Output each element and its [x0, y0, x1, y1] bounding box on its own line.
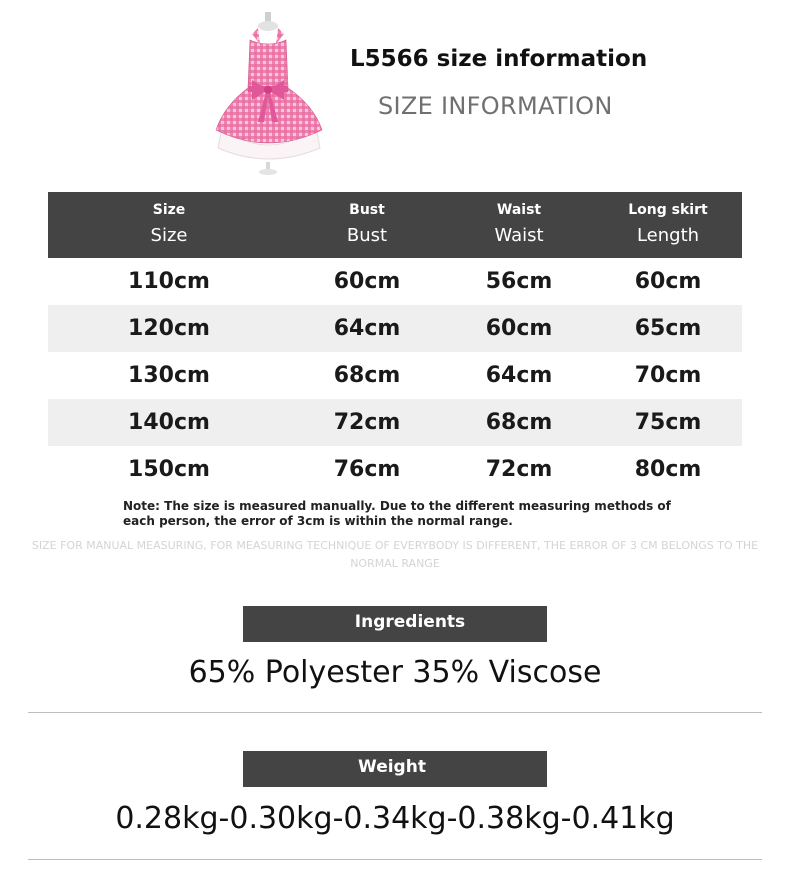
cell-bust: 68cm [333, 363, 401, 388]
cell-bust: 76cm [333, 457, 401, 482]
table-row [48, 352, 742, 399]
header-label-secondary: Bust [346, 225, 388, 246]
ingredients-label-bar [243, 606, 547, 642]
header-bust [290, 192, 444, 258]
measurement-note-faint: SIZE FOR MANUAL MEASURING, FOR MEASURING TECHNIQUE OF EVERYBODY IS DIFFERENT, THE ERROR OF 3 CM BELONGS TO THE NORMAL RANGE [31, 539, 759, 570]
cell-length: 60cm [634, 269, 702, 294]
header-label: Long skirt [628, 202, 708, 218]
ingredients-label: Ingredients [354, 612, 466, 632]
header-label: Waist [496, 202, 542, 218]
cell-length: 65cm [594, 305, 742, 352]
cell-waist: 64cm [485, 363, 553, 388]
cell-size: 130cm [128, 363, 210, 388]
cell-waist: 68cm [444, 399, 594, 446]
page-title: L5566 size information [350, 46, 648, 72]
header-label-secondary: Size [150, 225, 188, 246]
page-subtitle: SIZE INFORMATION [378, 92, 613, 120]
cell-bust: 72cm [290, 399, 444, 446]
cell-size: 110cm [128, 269, 210, 294]
size-table [48, 192, 742, 493]
table-row [48, 258, 742, 305]
cell-size: 120cm [48, 305, 290, 352]
divider [28, 859, 762, 860]
cell-bust: 64cm [290, 305, 444, 352]
cell-size: 140cm [48, 399, 290, 446]
header-label: Bust [349, 202, 385, 218]
cell-size: 150cm [128, 457, 210, 482]
cell-waist: 72cm [485, 457, 553, 482]
table-row [48, 305, 742, 352]
cell-length: 75cm [594, 399, 742, 446]
ingredients-value: 65% Polyester 35% Viscose [188, 655, 602, 690]
header-length [594, 192, 742, 258]
header-label-secondary: Waist [494, 225, 544, 246]
measurement-note: Note: The size is measured manually. Due to the different measuring methods of each person, the error of 3cm is within the normal range. [123, 499, 671, 528]
cell-waist: 60cm [444, 305, 594, 352]
header-size [48, 192, 290, 258]
cell-waist: 56cm [485, 269, 553, 294]
header-label-secondary: Length [636, 225, 700, 246]
header-label: Size [152, 202, 186, 218]
weight-value: 0.28kg-0.30kg-0.34kg-0.38kg-0.41kg [115, 801, 675, 836]
dress-product-image [206, 10, 332, 176]
weight-label: Weight [358, 757, 426, 777]
header-waist [444, 192, 594, 258]
table-row [48, 446, 742, 493]
table-header-row [48, 192, 742, 258]
weight-label-bar [243, 751, 547, 787]
table-row [48, 399, 742, 446]
divider [28, 712, 762, 713]
cell-length: 80cm [634, 457, 702, 482]
cell-bust: 60cm [333, 269, 401, 294]
cell-length: 70cm [634, 363, 702, 388]
